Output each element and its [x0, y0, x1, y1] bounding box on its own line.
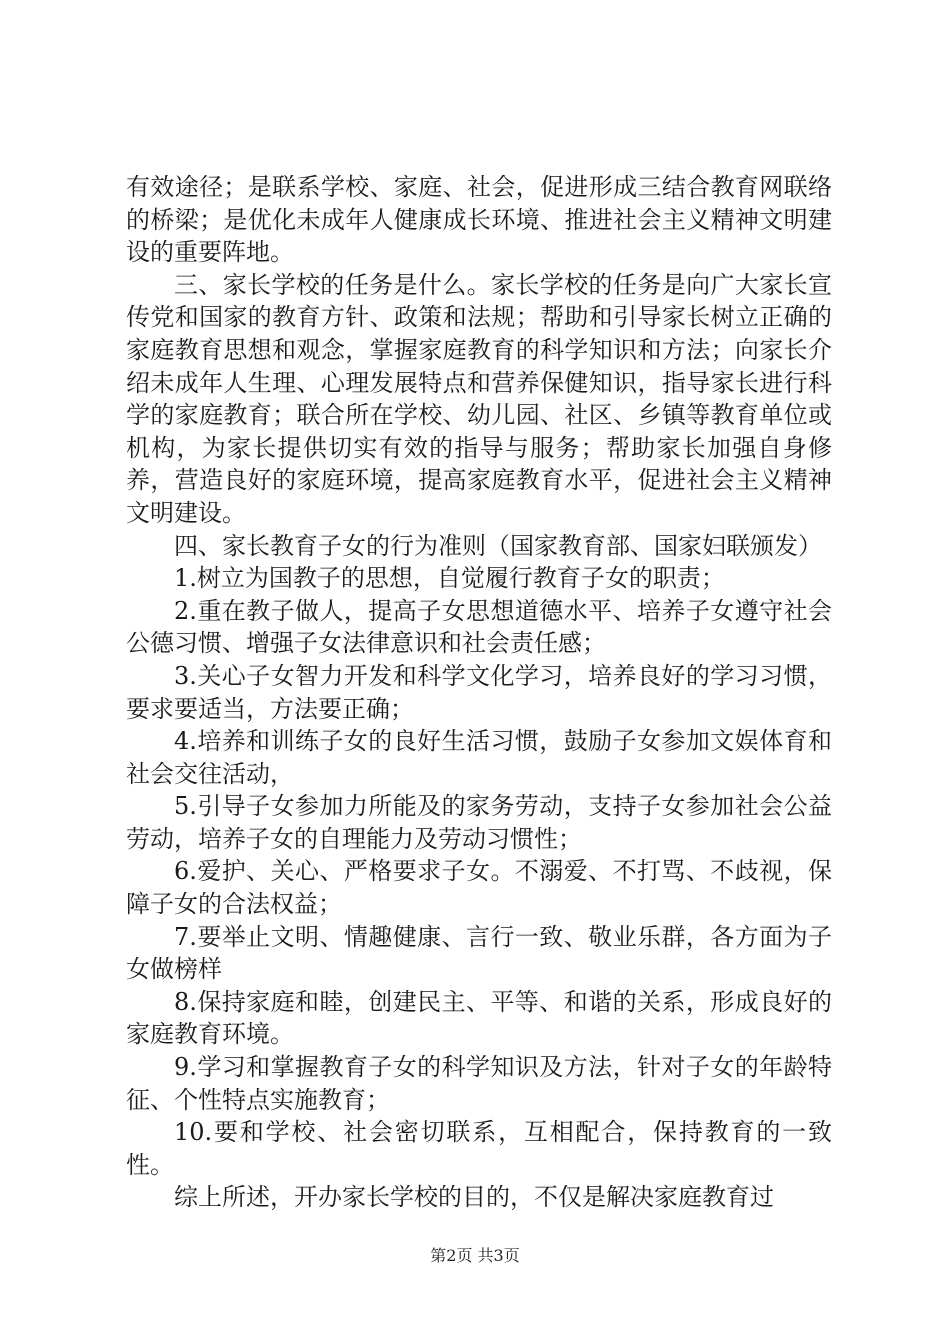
list-item: 10.要和学校、社会密切联系，互相配合，保持教育的一致性。 [126, 1118, 832, 1179]
list-item: 9.学习和掌握教育子女的科学知识及方法，针对子女的年龄特征、个性特点实施教育； [126, 1053, 832, 1114]
document-body [126, 171, 832, 1214]
list-item: 5.引导子女参加力所能及的家务劳动，支持子女参加社会公益劳动，培养子女的自理能力及劳动习惯性； [126, 792, 832, 853]
list-item: 8.保持家庭和睦，创建民主、平等、和谐的关系，形成良好的家庭教育环境。 [126, 987, 832, 1049]
page-number: 第2页 共3页 [430, 1246, 520, 1265]
paragraph: 有效途径；是联系学校、家庭、社会，促进形成三结合教育网联络的桥梁；是优化未成年人健康成长环境、推进社会主义精神文明建设的重要阵地。 [126, 173, 832, 267]
list-item: 3.关心子女智力开发和科学文化学习，培养良好的学习习惯，要求要适当，方法要正确； [126, 661, 832, 723]
list-item: 4.培养和训练子女的良好生活习惯，鼓励子女参加文娱体育和社会交往活动， [126, 727, 832, 788]
list-item: 2.重在教子做人，提高子女思想道德水平、培养子女遵守社会公德习惯、增强子女法律意识和社会责任感； [126, 596, 832, 658]
list-item: 1.树立为国教子的思想，自觉履行教育子女的职责； [174, 564, 725, 593]
list-item: 6.爱护、关心、严格要求子女。不溺爱、不打骂、不歧视，保障子女的合法权益； [126, 857, 832, 919]
paragraph: 三、家长学校的任务是什么。家长学校的任务是向广大家长宣传党和国家的教育方针、政策和法规；帮助和引导家长树立正确的家庭教育思想和观念，掌握家庭教育的科学知识和方法；向家长介绍未成年人生理、心理发展特点和营养保健知识，指导家长进行科学的家庭教育；联合所在学校、幼儿园、社区、乡镇等教育单位或机构，为家长提供切实有效的指导与服务；帮助家长加强自身修养，营造良好的家庭环境，提高家庭教育水平，促进社会主义精神文明建设。 [126, 270, 832, 527]
list-item: 7.要举止文明、情趣健康、言行一致、敬业乐群，各方面为子女做榜样 [126, 922, 832, 984]
section-heading: 四、家长教育子女的行为准则（国家教育部、国家妇联颁发） [174, 531, 822, 560]
paragraph: 综上所述，开办家长学校的目的，不仅是解决家庭教育过 [174, 1183, 774, 1212]
